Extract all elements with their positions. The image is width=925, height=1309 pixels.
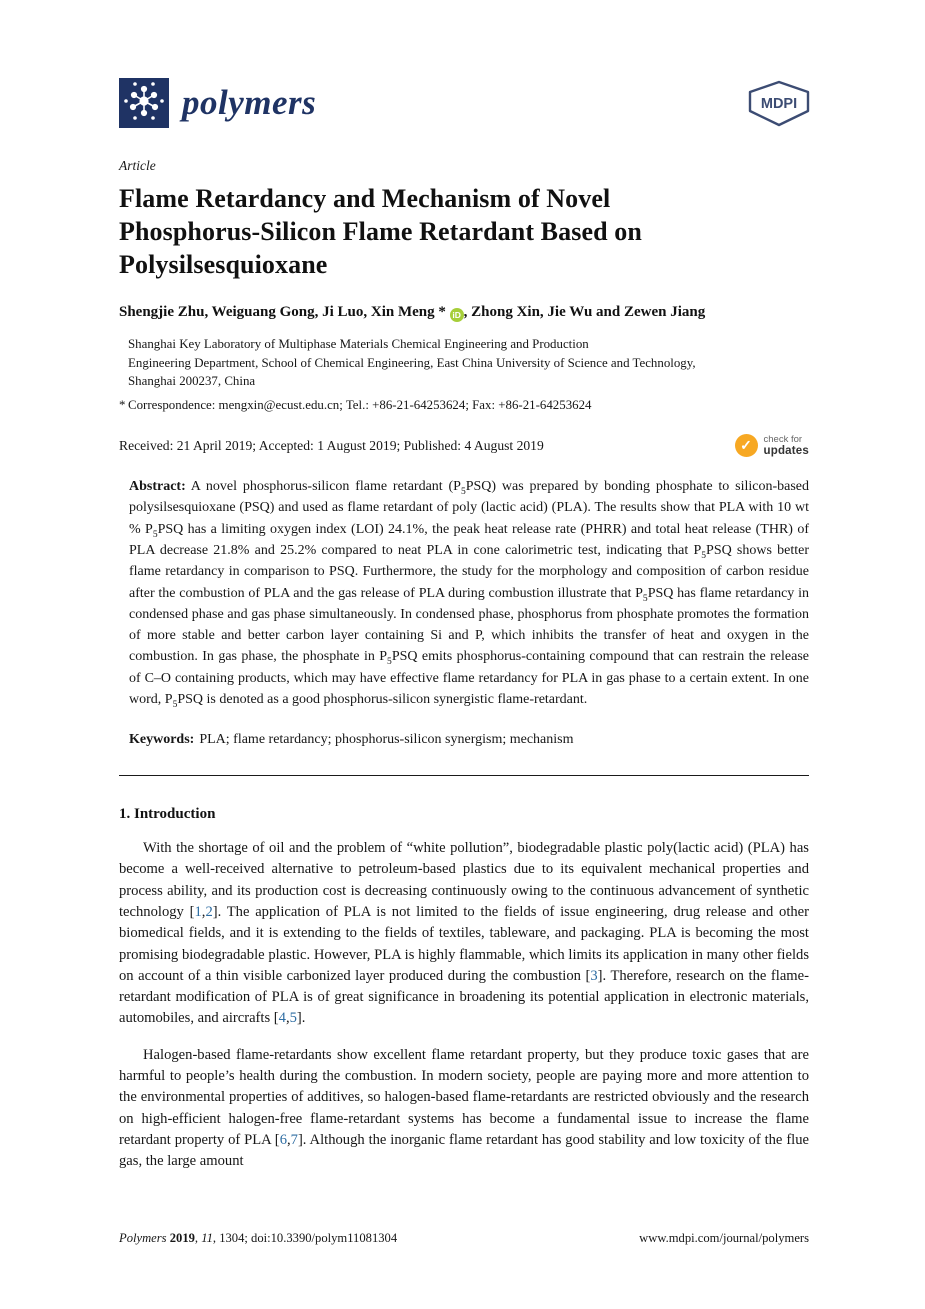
affiliation-block: [119, 335, 809, 390]
mdpi-logo-text: MDPI: [760, 96, 798, 112]
section-heading-introduction: 1. Introduction: [119, 806, 216, 823]
abstract-label: Abstract:: [129, 479, 186, 495]
footer-journal-name: Polymers: [119, 1231, 167, 1245]
section-divider: [119, 775, 809, 776]
abstract-text: A novel phosphorus-silicon flame retardant $(P_5PSQ)$ was prepared by bonding phosphate to silicon-based polysilsesquioxane (PSQ) and used as flame retardant of poly (lactic acid) (PLA). The results show that PLA with 10 wt % $P_5PSQ$ has a limiting oxygen index (LOI) 24.1%, the peak heat release rate (PHRR) and total heat release (THR) of PLA decrease 21.8% and 25.2% compared to neat PLA in cone calorimetric test, indicating that $P_5PSQ$ shows better flame retardancy in comparison to PSQ. Furthermore, the study for the morphology and composition of carbon residue after the combustion of PLA and the gas release of PLA during combustion illustrate that $P_5PSQ$ has flame retardancy in condensed phase and gas phase simultaneously. In condensed phase, phosphorus from phosphate promotes the formation of more stable and better carbon layer containing Si and P, which inhibits the transfer of heat and oxygen in the combustion. In gas phase, the phosphate in $P_5PSQ$ emits phosphorus-containing compound that can restrain the release of C–O containing products, which may have effective flame retardancy for PLA in gas phase to a certain extent. In one word, $P_5PSQ$ is denoted as a good phosphorus-silicon synergistic flame-retardant.: [129, 479, 810, 710]
author-list: [119, 304, 809, 322]
authors-after-orcid: , Zhong Xin, Jie Wu and Zewen Jiang: [463, 304, 706, 321]
abstract-paragraph: [119, 476, 809, 710]
journal-wordmark: polymers: [182, 83, 317, 122]
checkmark-icon: ✓: [735, 434, 758, 457]
footer-doi: , 1304; doi:10.3390/polym11081304: [212, 1231, 398, 1245]
correspondence-marker: *: [119, 398, 126, 413]
footer-citation: Polymers 2019, 11, 1304; doi:10.3390/polym11081304: [119, 1231, 398, 1245]
citation-link[interactable]: 4: [278, 1010, 286, 1027]
footer-year: 2019: [166, 1231, 195, 1245]
correspondence-text: Correspondence: mengxin@ecust.edu.cn; Tel.: +86-21-64253624; Fax: +86-21-64253624: [128, 398, 592, 413]
article-type-label: Article: [119, 158, 156, 173]
paper-title: Flame Retardancy and Mechanism of Novel Phosphorus-Silicon Flame Retardant Based on Polysilsesquioxane: [119, 184, 642, 279]
citation-link[interactable]: 7: [290, 1131, 298, 1148]
footer-volume: 11: [201, 1231, 213, 1245]
citation-link[interactable]: 6: [279, 1131, 287, 1148]
body-paragraph: With the shortage of oil and the problem of “white pollution”, biodegradable plastic poly(lactic acid) (PLA) has become a well-received alternative to petroleum-based plastics due to its equivalent mechanical properties and process ability, and its production cost is decreasing continuously owing to the continuous advancement of synthetic technology [1,2]. The application of PLA is not limited to the fields of issue engineering, drug release and other biomedical fields, and it is extending to the fields of textiles, tableware, and packaging. PLA is becoming the most promising biodegradable plastic. However, PLA is highly flammable, which limits its application in many other fields on account of a thin visible carbonized layer produced during the combustion [3]. Therefore, research on the flame-retardant modification of PLA is of great significance in broadening its potential application in electronic materials, automobiles, and aircrafts [4,5].: [119, 840, 810, 1027]
authors-before-orcid: Shengjie Zhu, Weiguang Gong, Ji Luo, Xin Meng *: [119, 304, 446, 321]
dates-text: Received: 21 April 2019; Accepted: 1 August 2019; Published: 4 August 2019: [119, 437, 544, 453]
keywords-label: Keywords:: [129, 732, 195, 748]
dates-row: [119, 434, 809, 457]
citation-link[interactable]: 2: [205, 904, 213, 920]
keywords-text: PLA; flame retardancy; phosphorus-silicon synergism; mechanism: [199, 732, 574, 748]
affiliation-line: Shanghai 200237, China: [128, 373, 256, 388]
citation-link[interactable]: 5: [289, 1010, 297, 1027]
orcid-icon[interactable]: iD: [450, 308, 464, 322]
correspondence-line: [119, 398, 809, 413]
mdpi-logo[interactable]: [747, 80, 811, 128]
citation-link[interactable]: 3: [590, 967, 598, 984]
polymers-logo-icon: [119, 78, 169, 128]
updates-badge-line1: check for: [763, 433, 803, 445]
affiliation-line: Engineering Department, School of Chemical Engineering, East China University of Science and Technology,: [128, 355, 696, 370]
footer-journal-url[interactable]: www.mdpi.com/journal/polymers: [639, 1231, 809, 1245]
keywords-line: [119, 732, 809, 748]
journal-brand[interactable]: [119, 78, 316, 128]
check-for-updates-badge[interactable]: [735, 434, 810, 457]
page-header: [119, 78, 809, 128]
affiliation-line: Shanghai Key Laboratory of Multiphase Materials Chemical Engineering and Production: [128, 337, 589, 352]
body-paragraph: Halogen-based flame-retardants show excellent flame retardant property, but they produce toxic gases that are harmful to people’s health during the combustion. In modern society, people are paying more and more attention to the environmental properties of additives, so halogen-based flame-retardants are restricted obviously and the research on high-efficient halogen-free flame-retardant systems has become a fundamental issue to increase the flame retardant property of PLA [6,7]. Although the inorganic flame retardant has good stability and low toxicity of the flue gas, the large amount: [119, 1046, 810, 1170]
updates-badge-line2: updates: [763, 444, 809, 457]
page-footer: [119, 1231, 809, 1246]
citation-link[interactable]: 1: [194, 904, 202, 920]
